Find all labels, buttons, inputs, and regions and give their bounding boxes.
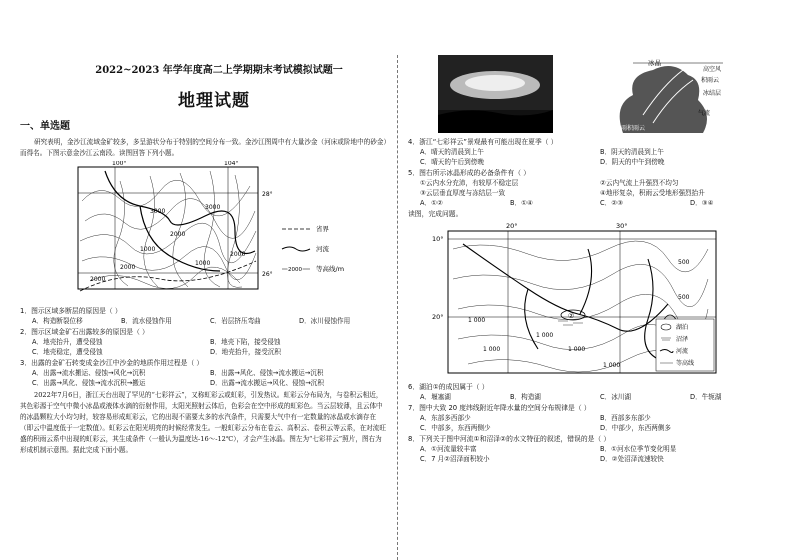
- contour-label: 1000: [195, 260, 211, 267]
- q7-option-d[interactable]: D．中部少，东西两侧多: [600, 424, 672, 432]
- q4-option-a[interactable]: A．晴天的清晨到上午: [420, 148, 484, 156]
- svg-text:等高线/m: 等高线/m: [316, 265, 345, 273]
- q7-options: [408, 413, 780, 433]
- contour-label: 2000: [170, 231, 186, 238]
- passage-1: 研究表明，金沙江流域金矿较多，多呈游状分布于特别的空间分布一致。金沙江图周中有大量沙金（河床或阶地中的砂金）而得名。下图示意金沙江云南段。读图回答下列小题。: [20, 138, 387, 157]
- q1-options: [20, 316, 388, 326]
- lon-label-2: 104°: [224, 161, 239, 167]
- q1-option-a[interactable]: A．构造断裂位移: [32, 317, 83, 325]
- contour-label: 2000: [90, 276, 106, 283]
- q1-option-b[interactable]: B．流水侵蚀作用: [121, 317, 172, 325]
- label-moist-air: 气流: [698, 110, 711, 117]
- question-4: 4．浙江“七彩祥云”景观最有可能出现在夏季（ ）: [408, 138, 558, 146]
- contour-label: 1 000: [568, 346, 586, 353]
- question-6: 6．湖泊①的成因属于（ ）: [408, 383, 489, 391]
- contour-label: 3000: [205, 204, 221, 211]
- lon-label-2: 30°: [616, 222, 628, 230]
- label-ice-layer: 冰结层: [703, 90, 722, 97]
- q2-options: [20, 337, 388, 357]
- contour-label: 500: [678, 294, 690, 301]
- map2-instruction: 读图，完成问题。: [408, 210, 463, 218]
- contour-label: 500: [678, 259, 690, 266]
- q8-options: [408, 444, 780, 464]
- svg-text:沼泽: 沼泽: [676, 336, 689, 343]
- rainbow-cloud-photo: [438, 55, 553, 133]
- q3-option-c[interactable]: C．出露→风化、侵蚀→流水沉积→搬运: [32, 379, 146, 387]
- exam-title: 2022~2023 年学年度高二上学期期末考试模拟试题一: [95, 65, 343, 76]
- lat-label-2: 20°: [432, 313, 444, 321]
- cloud-formation-diagram: [603, 55, 733, 133]
- label-cumulonimbus: 积雨云: [701, 77, 720, 84]
- lon-label-1: 20°: [506, 222, 518, 230]
- africa-lake-map: [408, 219, 780, 381]
- lat-label-1: 28°: [262, 191, 273, 198]
- contour-label: 1 000: [483, 346, 501, 353]
- contour-label: 1 000: [468, 317, 486, 324]
- column-divider: [397, 55, 398, 560]
- q5-statement-1: ①云内水分充沛，有较厚不稳定层: [420, 179, 519, 187]
- svg-text:河流: 河流: [316, 245, 329, 253]
- question-7: 7．图中大致 20 度纬线附近年降水量的空间分布规律是（ ）: [408, 404, 591, 412]
- q6-option-d[interactable]: D．牛轭湖: [690, 393, 722, 401]
- q5-statement-3: ③云层垂直厚度与冻结层一致: [420, 189, 506, 197]
- q2-option-b[interactable]: B．地壳下陷，接受侵蚀: [210, 338, 281, 346]
- lat-label-2: 26°: [262, 271, 273, 278]
- lake-mark-2: ②: [568, 312, 575, 320]
- q4-option-c[interactable]: C．晴天的午后到傍晚: [420, 158, 484, 166]
- q7-option-c[interactable]: C．中部多，东西两侧少: [420, 424, 491, 432]
- contour-label: 1 000: [603, 362, 621, 369]
- q6-options: [408, 392, 780, 402]
- question-2: 2．图示区域金矿石出露较多的原因是（ ）: [20, 328, 149, 336]
- q4-option-d[interactable]: D．阴天的中午到傍晚: [600, 158, 665, 166]
- right-column: [408, 55, 780, 464]
- lat-label-1: 10°: [432, 235, 444, 243]
- q4-option-b[interactable]: B．阴天的清晨到上午: [600, 148, 664, 156]
- q5-option-b[interactable]: B．①④: [510, 199, 533, 207]
- question-3: 3．出露的金矿石转变成金沙江中沙金的地质作用过程是（ ）: [20, 359, 204, 367]
- passage-2: 2022年7月6日，浙江天台出现了罕见的“七彩祥云”，又称虹彩云或虹彩，引发热议。虹彩云分布局为，与卷积云相近，其色彩源于空气中微小冰晶或液体水滴的衍射作用，太阳光照射云体后，色彩会在空中形成的虹彩色。当云层较薄，且云体中的冰晶颗粒大小均匀时，较容易形成虹彩云，它的出现不需要太多的水汽条件，只需要大气中有一定数量的冰晶或水滴存在（即云中温度低于一定数值）。虹彩云在阳光明亮的时候经常发生。一般虹彩云分布在卷云、高积云、卷积云等云系，在对流旺盛的积雨云系中出现的虹彩云，其生成条件（一般认为温度达-16～-12℃），才会产生冰晶。图左为“七彩祥云”照片，图右为形成机制示意图。据此完成下面小题。: [20, 391, 386, 454]
- subject-title: 地理试题: [178, 91, 250, 111]
- lake-map-svg: [408, 219, 780, 377]
- q5-statement-4: ④地形复杂，积雨云受地形强烈抬升: [600, 189, 705, 197]
- q2-option-c[interactable]: C．地壳稳定，遭受侵蚀: [32, 348, 103, 356]
- q4-options: [408, 147, 780, 167]
- cloud-figures: [408, 55, 780, 133]
- q1-option-d[interactable]: D．冰川侵蚀作用: [299, 317, 351, 325]
- question-8: 8．下列关于图中河流①和沼泽②的水文特征的叙述，错误的是（ ）: [408, 435, 611, 443]
- q6-option-b[interactable]: B．构造湖: [510, 393, 541, 401]
- q8-option-d[interactable]: D．②处沼泽流速较快: [600, 455, 664, 463]
- q5-option-a[interactable]: A．①②: [420, 199, 443, 207]
- q5-statements: [408, 178, 780, 198]
- q7-option-b[interactable]: B．西部多东部少: [600, 414, 651, 422]
- contour-label: 3000: [150, 208, 166, 215]
- question-5: 5．图右所示冰晶形成的必备条件有（ ）: [408, 169, 531, 177]
- q6-option-c[interactable]: C．冰川湖: [600, 393, 631, 401]
- q3-option-a[interactable]: A．出露→流水搬运、侵蚀→风化→沉积: [32, 369, 146, 377]
- section-title: 一、单选题: [20, 121, 70, 132]
- map2-legend: [656, 319, 714, 371]
- q5-options: [408, 198, 780, 208]
- map1-legend: [282, 224, 344, 273]
- q8-option-c[interactable]: C．7 月②沼泽面积较小: [420, 455, 490, 463]
- jinsha-map-svg: [20, 161, 388, 301]
- q3-options: [20, 368, 388, 388]
- lon-label-1: 100°: [112, 161, 127, 167]
- q2-option-a[interactable]: A．地壳抬升，遭受侵蚀: [32, 338, 103, 346]
- svg-text:省界: 省界: [316, 225, 329, 233]
- svg-text:湖泊: 湖泊: [676, 324, 689, 331]
- q2-option-d[interactable]: D．地壳抬升，接受沉积: [210, 348, 282, 356]
- label-ice: 冰晶: [648, 59, 661, 67]
- question-1: 1．图示区域多断层的原因是（ ）: [20, 307, 122, 315]
- svg-text:河流: 河流: [676, 348, 689, 355]
- q8-option-a[interactable]: A．①河流量较丰富: [420, 445, 477, 453]
- q3-option-b[interactable]: B．出露→风化、侵蚀→流水搬运→沉积: [210, 369, 324, 377]
- q8-option-b[interactable]: B．①河水位季节变化明显: [600, 445, 677, 453]
- q6-option-a[interactable]: A．堰塞湖: [420, 393, 451, 401]
- q7-option-a[interactable]: A．东部多西部少: [420, 414, 471, 422]
- svg-text:2000: 2000: [288, 267, 302, 273]
- left-column: [20, 55, 388, 458]
- label-cloud-body: 阵雨积雨云: [615, 125, 646, 132]
- q3-option-d[interactable]: D．出露→流水搬运→风化、侵蚀→沉积: [210, 379, 324, 387]
- jinsha-river-map: [20, 161, 388, 305]
- label-upper-wind: 高空风: [703, 66, 722, 73]
- svg-text:等高线: 等高线: [676, 360, 695, 367]
- contour-label: 2000: [230, 251, 246, 258]
- contour-label: 2000: [120, 264, 136, 271]
- q1-option-c[interactable]: C．岩层挤压弯曲: [210, 317, 261, 325]
- q5-option-d[interactable]: D．③④: [690, 199, 714, 207]
- contour-label: 1000: [140, 246, 156, 253]
- q5-option-c[interactable]: C．②③: [600, 199, 624, 207]
- contour-label: 1 000: [536, 332, 554, 339]
- q5-statement-2: ②云内气流上升强烈不均匀: [600, 179, 679, 187]
